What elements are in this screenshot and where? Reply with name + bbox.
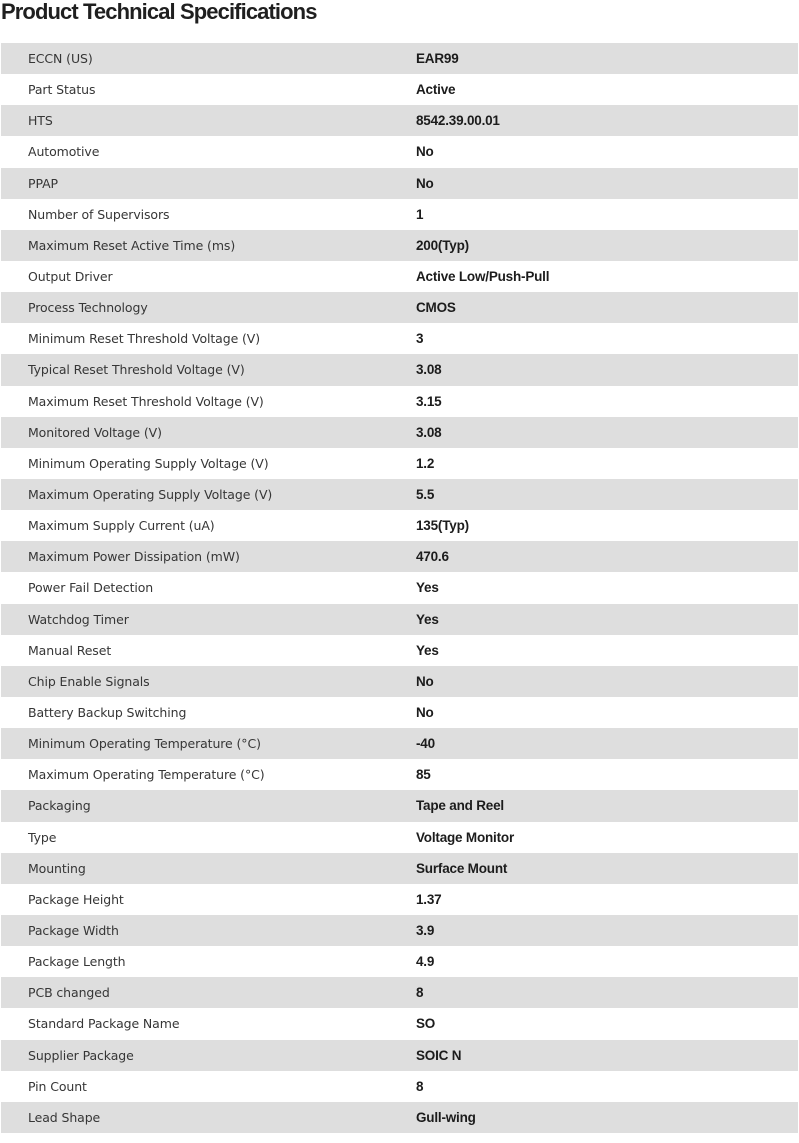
spec-value: Active	[416, 74, 798, 105]
spec-value: -40	[416, 728, 798, 759]
spec-label: Mounting	[1, 853, 416, 884]
spec-row	[1, 105, 798, 136]
spec-value: 85	[416, 759, 798, 790]
spec-row	[1, 822, 798, 853]
spec-row	[1, 292, 798, 323]
spec-label: Type	[1, 822, 416, 853]
spec-row	[1, 199, 798, 230]
spec-value: 3.08	[416, 417, 798, 448]
spec-value: No	[416, 666, 798, 697]
spec-label: Package Length	[1, 946, 416, 977]
spec-label: Minimum Reset Threshold Voltage (V)	[1, 323, 416, 354]
spec-row	[1, 635, 798, 666]
spec-table	[1, 43, 798, 1133]
spec-row	[1, 1071, 798, 1102]
spec-label: ECCN (US)	[1, 43, 416, 74]
spec-row	[1, 1102, 798, 1133]
spec-row	[1, 666, 798, 697]
spec-value: No	[416, 168, 798, 199]
spec-value: No	[416, 697, 798, 728]
spec-value: Gull-wing	[416, 1102, 798, 1133]
spec-row	[1, 136, 798, 167]
spec-value: 8	[416, 1071, 798, 1102]
spec-row	[1, 354, 798, 385]
spec-row	[1, 261, 798, 292]
spec-value: CMOS	[416, 292, 798, 323]
spec-row	[1, 604, 798, 635]
spec-row	[1, 915, 798, 946]
spec-value: 3.15	[416, 386, 798, 417]
spec-value: Yes	[416, 572, 798, 603]
spec-row	[1, 541, 798, 572]
spec-value: 4.9	[416, 946, 798, 977]
spec-value: 5.5	[416, 479, 798, 510]
spec-row	[1, 884, 798, 915]
spec-row	[1, 728, 798, 759]
spec-value: Surface Mount	[416, 853, 798, 884]
spec-row	[1, 977, 798, 1008]
spec-label: Maximum Reset Threshold Voltage (V)	[1, 386, 416, 417]
spec-label: Part Status	[1, 74, 416, 105]
spec-label: Pin Count	[1, 1071, 416, 1102]
spec-label: Output Driver	[1, 261, 416, 292]
spec-value: 8542.39.00.01	[416, 105, 798, 136]
spec-table-body	[1, 43, 798, 1133]
spec-row	[1, 510, 798, 541]
spec-label: Package Width	[1, 915, 416, 946]
spec-label: Monitored Voltage (V)	[1, 417, 416, 448]
spec-value: Yes	[416, 604, 798, 635]
spec-label: Watchdog Timer	[1, 604, 416, 635]
spec-value: 1	[416, 199, 798, 230]
spec-value: 200(Typ)	[416, 230, 798, 261]
spec-label: HTS	[1, 105, 416, 136]
spec-label: Maximum Power Dissipation (mW)	[1, 541, 416, 572]
spec-label: Supplier Package	[1, 1040, 416, 1071]
spec-value: 3	[416, 323, 798, 354]
spec-row	[1, 946, 798, 977]
spec-value: 470.6	[416, 541, 798, 572]
spec-value: SO	[416, 1008, 798, 1039]
spec-row	[1, 1008, 798, 1039]
page-title: Product Technical Specifications	[1, 0, 317, 24]
spec-value: Tape and Reel	[416, 790, 798, 821]
spec-label: Chip Enable Signals	[1, 666, 416, 697]
spec-value: SOIC N	[416, 1040, 798, 1071]
spec-value: No	[416, 136, 798, 167]
spec-value: 135(Typ)	[416, 510, 798, 541]
spec-row	[1, 43, 798, 74]
spec-value: 3.08	[416, 354, 798, 385]
spec-label: Minimum Operating Supply Voltage (V)	[1, 448, 416, 479]
spec-row	[1, 790, 798, 821]
spec-value: 1.2	[416, 448, 798, 479]
spec-row	[1, 697, 798, 728]
spec-row	[1, 853, 798, 884]
spec-label: Package Height	[1, 884, 416, 915]
spec-row	[1, 759, 798, 790]
spec-value: 3.9	[416, 915, 798, 946]
spec-row	[1, 1040, 798, 1071]
spec-value: 8	[416, 977, 798, 1008]
spec-label: Standard Package Name	[1, 1008, 416, 1039]
spec-row	[1, 230, 798, 261]
spec-label: Typical Reset Threshold Voltage (V)	[1, 354, 416, 385]
spec-row	[1, 74, 798, 105]
spec-label: Maximum Reset Active Time (ms)	[1, 230, 416, 261]
spec-value: Voltage Monitor	[416, 822, 798, 853]
spec-value: EAR99	[416, 43, 798, 74]
spec-label: Lead Shape	[1, 1102, 416, 1133]
spec-label: PPAP	[1, 168, 416, 199]
spec-value: Active Low/Push-Pull	[416, 261, 798, 292]
spec-label: Automotive	[1, 136, 416, 167]
spec-label: Number of Supervisors	[1, 199, 416, 230]
spec-row	[1, 572, 798, 603]
spec-row	[1, 479, 798, 510]
spec-label: Manual Reset	[1, 635, 416, 666]
spec-value: Yes	[416, 635, 798, 666]
spec-label: Process Technology	[1, 292, 416, 323]
spec-label: Maximum Operating Temperature (°C)	[1, 759, 416, 790]
spec-row	[1, 323, 798, 354]
spec-label: Packaging	[1, 790, 416, 821]
spec-label: PCB changed	[1, 977, 416, 1008]
spec-row	[1, 417, 798, 448]
spec-row	[1, 386, 798, 417]
spec-label: Battery Backup Switching	[1, 697, 416, 728]
spec-label: Maximum Operating Supply Voltage (V)	[1, 479, 416, 510]
spec-label: Minimum Operating Temperature (°C)	[1, 728, 416, 759]
spec-value: 1.37	[416, 884, 798, 915]
spec-row	[1, 448, 798, 479]
spec-label: Power Fail Detection	[1, 572, 416, 603]
spec-label: Maximum Supply Current (uA)	[1, 510, 416, 541]
spec-row	[1, 168, 798, 199]
